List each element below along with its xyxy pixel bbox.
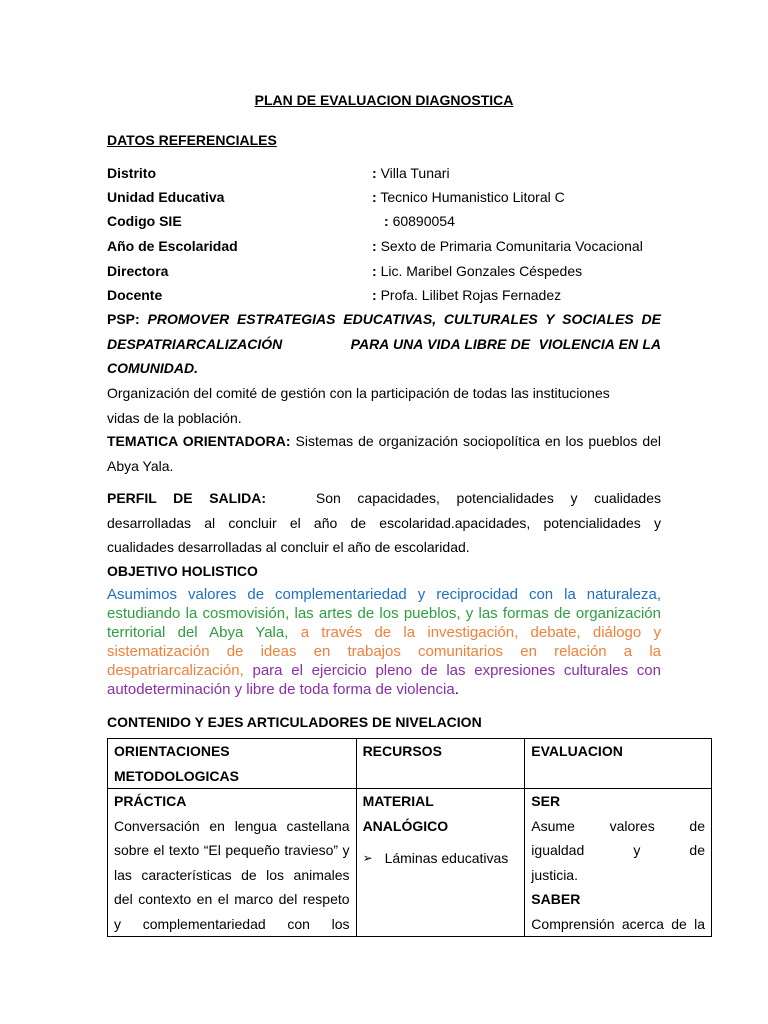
- tematica-block: [107, 429, 661, 478]
- psp-line: PROMOVER ESTRATEGIAS EDUCATIVAS, CULTURALES Y SOCIALES DE: [147, 311, 661, 327]
- datos-separator: :: [372, 165, 377, 181]
- datos-label: Unidad Educativa: [107, 189, 225, 205]
- cell-heading: SABER: [531, 891, 581, 907]
- objetivo-segment: despatriarcalización,: [107, 662, 244, 679]
- document-title: PLAN DE EVALUACION DIAGNOSTICA: [254, 92, 514, 108]
- psp-line: COMUNIDAD.: [107, 360, 198, 376]
- cell-evaluacion: [525, 789, 712, 937]
- perfil-text: Son capacidades, potencialidades y cualidades: [315, 490, 662, 506]
- datos-value: Sexto de Primaria Comunitaria Vocacional: [380, 238, 643, 254]
- objetivo-segment: autodeterminación y libre de toda forma de violencia: [107, 681, 455, 698]
- perfil-label: PERFIL DE SALIDA:: [107, 490, 266, 506]
- objetivo-end: .: [454, 681, 459, 698]
- datos-heading: DATOS REFERENCIALES: [107, 132, 277, 148]
- cell-line: las características de los animales: [114, 866, 350, 883]
- cell-line: y complementariedad con los: [114, 915, 350, 932]
- datos-value: Lic. Maribel Gonzales Céspedes: [380, 263, 583, 279]
- perfil-text: cualidades desarrolladas al concluir el año de escolaridad.: [107, 539, 470, 555]
- datos-label: Directora: [107, 263, 169, 279]
- psp-note-line: Organización del comité de gestión con la participación de todas las instituciones: [107, 385, 610, 401]
- objetivo-segment: a través de la investigación, debate, diálogo y: [300, 624, 662, 641]
- objetivo-line: Asumimos valores de complementariedad y reciprocidad con la naturaleza,: [107, 586, 661, 603]
- datos-row-unidad: [107, 189, 667, 209]
- tematica-label: TEMATICA ORIENTADORA:: [107, 433, 291, 449]
- cell-heading: PRÁCTICA: [114, 793, 187, 809]
- perfil-text: desarrolladas al concluir el año de escolaridad.apacidades, potencialidades y: [107, 514, 661, 531]
- objetivo-text: [107, 585, 661, 699]
- datos-value: 60890054: [392, 213, 455, 229]
- cell-line: Conversación en lengua castellana: [114, 817, 350, 834]
- cell-heading: SER: [531, 793, 561, 809]
- contenido-table: [107, 738, 712, 937]
- datos-row-directora: [107, 263, 667, 283]
- psp-block: [107, 307, 661, 381]
- datos-label: Año de Escolaridad: [107, 238, 238, 254]
- table-header-row: [108, 739, 712, 789]
- list-item: [363, 846, 519, 871]
- psp-note: [107, 381, 661, 430]
- cell-heading: ANALÓGICO: [362, 817, 449, 834]
- objetivo-segment: para el ejercicio pleno de las expresiones culturales con: [252, 662, 661, 679]
- header-recursos: RECURSOS: [356, 739, 525, 789]
- datos-value: Profa. Lilibet Rojas Fernadez: [380, 287, 562, 303]
- datos-row-distrito: [107, 165, 667, 185]
- arrow-bullet-icon: ➢: [362, 851, 373, 865]
- psp-note-line: vidas de la población.: [107, 409, 242, 426]
- psp-label: PSP:: [107, 311, 140, 327]
- datos-label: Distrito: [107, 165, 156, 181]
- objetivo-heading: OBJETIVO HOLISTICO: [107, 563, 258, 579]
- cell-line: Asume valores de: [531, 817, 705, 834]
- cell-line: sobre el texto “El pequeño travieso” y: [114, 842, 350, 858]
- perfil-block: [107, 486, 661, 560]
- datos-row-anio: [107, 238, 667, 258]
- psp-line: DESPATRIARCALIZACIÓN PARA UNA VIDA LIBRE DE VIOLENCIA EN LA: [107, 335, 661, 352]
- contenido-heading: CONTENIDO Y EJES ARTICULADORES DE NIVELACION: [107, 714, 482, 730]
- datos-label: Codigo SIE: [107, 213, 182, 229]
- objetivo-line: sistematización de ideas en trabajos comunitarios en relación a la: [107, 643, 661, 660]
- datos-label: Docente: [107, 287, 163, 303]
- objetivo-line: estudiando la cosmovisión, las artes de los pueblos, y las formas de organización: [107, 605, 661, 622]
- objetivo-segment: territorial del Abya Yala,: [107, 624, 289, 641]
- cell-line: justicia.: [531, 866, 578, 883]
- datos-separator: :: [372, 287, 377, 303]
- header-evaluacion: EVALUACION: [525, 739, 712, 789]
- header-orientaciones: ORIENTACIONES METODOLOGICAS: [108, 739, 357, 789]
- cell-heading: MATERIAL: [362, 793, 434, 809]
- table-row: [108, 789, 712, 937]
- bullet-text: Láminas educativas: [384, 850, 509, 866]
- cell-recursos: [356, 789, 525, 937]
- datos-row-codigo: [107, 213, 667, 233]
- datos-separator: :: [372, 189, 377, 205]
- tematica-text: Sistemas de organización sociopolítica en los pueblos del: [295, 433, 662, 449]
- datos-row-docente: [107, 287, 667, 307]
- cell-practica: [108, 789, 357, 937]
- cell-line: igualdad y de: [531, 842, 705, 858]
- datos-value: Villa Tunari: [380, 165, 450, 181]
- datos-value: Tecnico Humanistico Litoral C: [380, 189, 565, 205]
- datos-separator: :: [372, 238, 377, 254]
- cell-line: Comprensión acerca de la: [531, 915, 705, 932]
- datos-separator: :: [372, 263, 377, 279]
- datos-separator: :: [384, 213, 389, 229]
- cell-line: del contexto en el marco del respeto: [114, 891, 350, 907]
- tematica-text: Abya Yala.: [107, 457, 174, 474]
